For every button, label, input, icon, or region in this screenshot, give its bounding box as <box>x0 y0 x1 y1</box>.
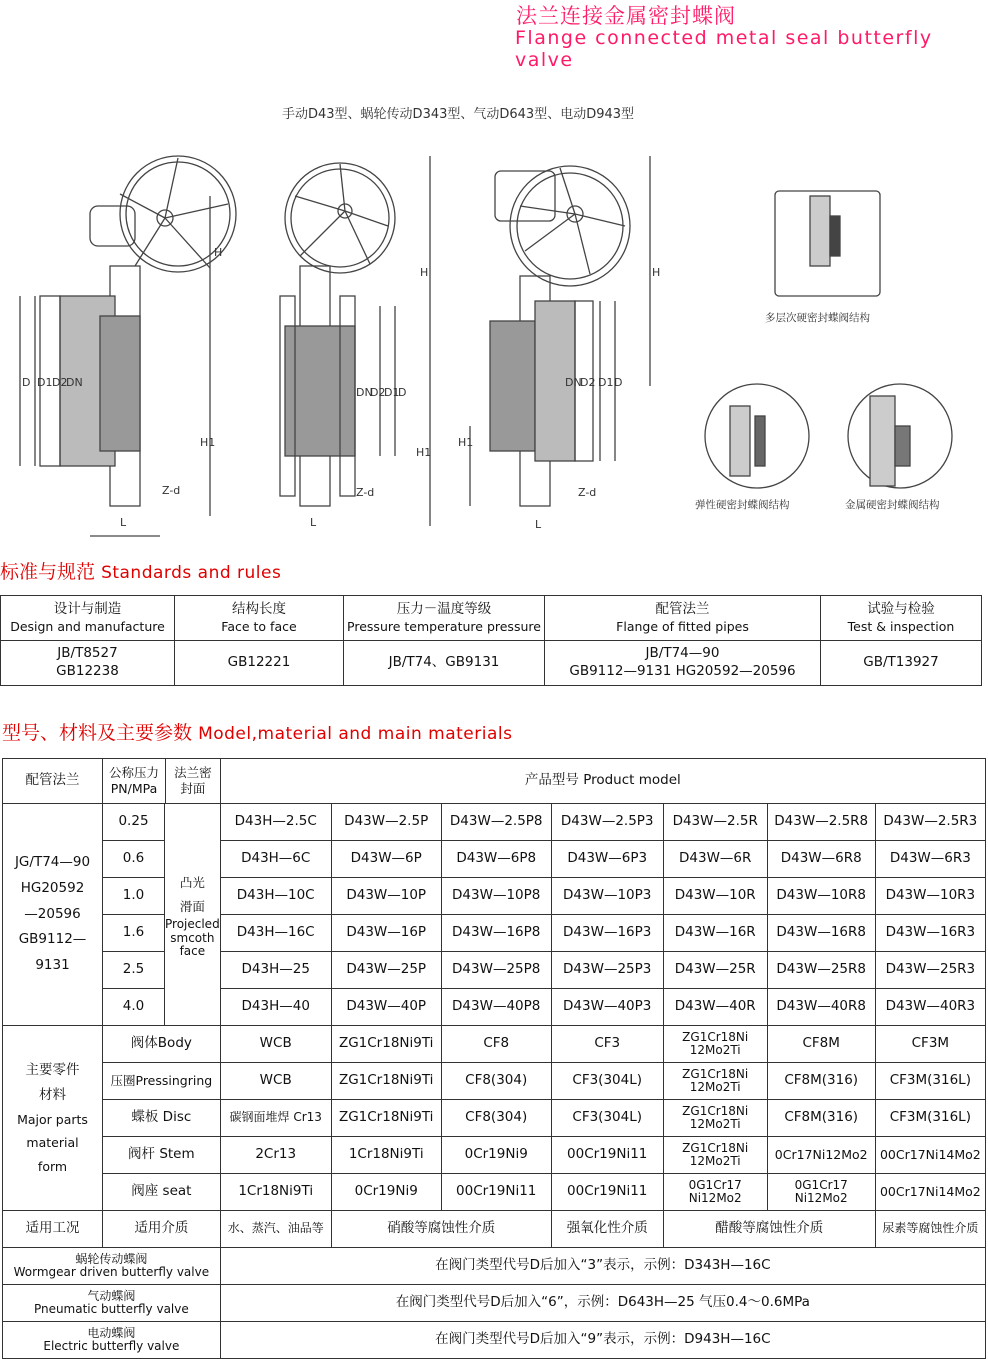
model-cell: D43W—16R <box>663 915 767 952</box>
material-cell: 00Cr17Ni14Mo2 <box>875 1137 985 1174</box>
seal-face-line: smcoth <box>170 930 215 945</box>
material-cell: ZG1Cr18Ni 12Mo2Ti <box>663 1100 767 1137</box>
detail-label-2: 弹性硬密封蝶阀结构 <box>695 499 790 511</box>
material-cell: ZG1Cr18Ni9Ti <box>331 1100 441 1137</box>
drive-name-en: Wormgear driven butterfly valve <box>13 1265 210 1279</box>
drive-name-en: Pneumatic butterfly valve <box>33 1302 189 1316</box>
col-header-en: Flange of fitted pipes <box>616 618 749 634</box>
pn-value: 0.6 <box>103 841 165 878</box>
part-name: 蝶板 Disc <box>103 1100 221 1137</box>
material-cell: 0G1Cr17 Ni12Mo2 <box>663 1174 767 1211</box>
model-heading-cn: 型号、材料及主要参数 <box>2 722 193 744</box>
head-flange: 配管法兰 <box>3 759 103 804</box>
dim-label: H1 <box>458 436 474 449</box>
model-cell: D43H—2.5C <box>220 804 331 841</box>
material-cell: 00Cr17Ni14Mo2 <box>875 1174 985 1211</box>
material-cell: 1Cr18Ni9Ti <box>220 1174 331 1211</box>
material-cell: CF3(304L) <box>551 1063 663 1100</box>
material-cell: 0Cr19Ni9 <box>331 1174 441 1211</box>
dim-label: Z-d <box>578 486 597 499</box>
valve-drawing <box>0 96 988 546</box>
dim-label: D2 <box>370 386 386 399</box>
part-name: 阀座 seat <box>103 1174 221 1211</box>
model-heading <box>2 718 512 745</box>
title-cn: 法兰连接金属密封蝶阀 <box>516 4 736 28</box>
dim-label: DN <box>356 386 373 399</box>
material-cell: CF8M(316) <box>767 1063 875 1100</box>
parts-head-line: form <box>37 1158 68 1174</box>
pn-value: 1.6 <box>103 915 165 952</box>
model-cell: D43H—6C <box>220 841 331 878</box>
service-cell: 尿素等腐蚀性介质 <box>875 1211 985 1248</box>
flange-std-line: 9131 <box>35 956 70 973</box>
model-cell: D43W—16P3 <box>551 915 663 952</box>
model-cell: D43W—40P3 <box>551 989 663 1026</box>
material-cell: ZG1Cr18Ni9Ti <box>331 1063 441 1100</box>
drive-row <box>3 1322 986 1359</box>
std-value: JB/T74、GB9131 <box>388 654 500 671</box>
model-cell: D43W—2.5P <box>331 804 441 841</box>
standards-heading-en: Standards and rules <box>101 563 282 583</box>
material-cell: 1Cr18Ni9Ti <box>331 1137 441 1174</box>
material-cell: CF3M(316L) <box>875 1100 985 1137</box>
material-row <box>3 1100 986 1137</box>
part-name: 阀杆 Stem <box>103 1137 221 1174</box>
dim-label: L <box>535 518 542 531</box>
model-cell: D43W—6P3 <box>551 841 663 878</box>
parts-head-line: 材料 <box>39 1087 66 1104</box>
material-row <box>3 1137 986 1174</box>
dim-label: H1 <box>200 436 216 449</box>
standards-heading-cn: 标准与规范 <box>0 561 96 583</box>
service-row <box>3 1211 986 1248</box>
dim-label: Z-d <box>356 486 375 499</box>
flange-std-line: HG20592 <box>20 880 85 897</box>
part-name: 压圈Pressingring <box>103 1063 221 1100</box>
model-row <box>3 952 986 989</box>
drive-row <box>3 1285 986 1322</box>
model-header-row <box>3 759 986 804</box>
dim-label: DN <box>66 376 83 389</box>
col-header-en: Test & inspection <box>847 618 955 634</box>
seal-face-line: Projecled <box>165 917 220 932</box>
flange-std-line: GB9112— <box>18 931 87 948</box>
material-cell: CF3M(316L) <box>875 1063 985 1100</box>
model-cell: D43W—25P <box>331 952 441 989</box>
title-en: Flange connected metal seal butterfly valve <box>515 27 933 71</box>
service-cell: 水、蒸汽、油品等 <box>220 1211 331 1248</box>
material-cell: 碳钢面堆焊 Cr13 <box>220 1100 331 1137</box>
material-cell: CF8M <box>767 1026 875 1063</box>
head-seal: 法兰密 <box>174 764 212 780</box>
material-cell: 0G1Cr17 Ni12Mo2 <box>767 1174 875 1211</box>
service-label: 适用工况 <box>3 1211 103 1248</box>
std-value: GB12221 <box>227 654 291 671</box>
material-cell: CF8(304) <box>441 1063 551 1100</box>
dim-label: D2 <box>580 376 596 389</box>
model-cell: D43W—10P8 <box>441 878 551 915</box>
material-cell: ZG1Cr18Ni9Ti <box>331 1026 441 1063</box>
std-value: GB9112—9131 HG20592—20596 <box>569 663 796 679</box>
detail-label-1: 多层次硬密封蝶阀结构 <box>765 312 870 324</box>
col-header-cn: 配管法兰 <box>655 601 710 618</box>
model-cell: D43W—6R8 <box>767 841 875 878</box>
model-cell: D43W—2.5R <box>663 804 767 841</box>
std-value: GB12238 <box>56 663 119 679</box>
material-cell: ZG1Cr18Ni 12Mo2Ti <box>663 1026 767 1063</box>
model-cell: D43W—40R <box>663 989 767 1026</box>
dim-label: D2 <box>52 376 68 389</box>
model-cell: D43W—10R3 <box>875 878 985 915</box>
std-value: JB/T8527 <box>57 645 118 662</box>
model-cell: D43W—25P3 <box>551 952 663 989</box>
material-cell: 00Cr19Ni11 <box>551 1137 663 1174</box>
dim-label: D1 <box>37 376 53 389</box>
model-cell: D43H—25 <box>220 952 331 989</box>
model-cell: D43W—2.5P8 <box>441 804 551 841</box>
model-row <box>3 841 986 878</box>
material-cell: 0Cr19Ni9 <box>441 1137 551 1174</box>
model-cell: D43W—16R8 <box>767 915 875 952</box>
material-cell: CF8 <box>441 1026 551 1063</box>
model-cell: D43W—25R <box>663 952 767 989</box>
model-row <box>3 804 986 841</box>
service-cell: 醋酸等腐蚀性介质 <box>663 1211 875 1248</box>
pn-value: 1.0 <box>103 878 165 915</box>
dim-label: D <box>398 386 407 399</box>
parts-head-line: 主要零件 <box>25 1062 80 1079</box>
standards-heading <box>0 557 281 584</box>
col-header-en: Pressure temperature pressure <box>347 618 541 634</box>
model-heading-en: Model,material and main materials <box>198 724 513 744</box>
material-cell: CF3 <box>551 1026 663 1063</box>
material-cell: 0Cr17Ni12Mo2 <box>767 1137 875 1174</box>
head-seal-2: 封面 <box>180 781 206 796</box>
col-header-en: Face to face <box>221 618 297 634</box>
parts-head-line: material <box>26 1135 79 1151</box>
part-name: 阀体Body <box>103 1026 221 1063</box>
std-value: GB/T13927 <box>863 654 939 671</box>
std-value: JB/T74—90 <box>645 645 720 662</box>
seal-face-line: 凸光 <box>179 874 205 890</box>
model-cell: D43W—2.5R3 <box>875 804 985 841</box>
material-row <box>3 1174 986 1211</box>
seal-face-line: 滑面 <box>179 898 205 914</box>
model-cell: D43W—16R3 <box>875 915 985 952</box>
service-medium: 适用介质 <box>103 1211 221 1248</box>
material-row <box>3 1063 986 1100</box>
col-header-cn: 设计与制造 <box>53 601 122 618</box>
material-cell: CF3M <box>875 1026 985 1063</box>
service-cell: 硝酸等腐蚀性介质 <box>331 1211 551 1248</box>
model-cell: D43W—25R8 <box>767 952 875 989</box>
dim-label: H1 <box>416 446 432 459</box>
col-header-en: Design and manufacture <box>10 618 165 634</box>
pn-value: 2.5 <box>103 952 165 989</box>
model-cell: D43W—6P8 <box>441 841 551 878</box>
model-cell: D43H—16C <box>220 915 331 952</box>
flange-std-line: JG/T74—90 <box>14 854 91 871</box>
material-cell: ZG1Cr18Ni 12Mo2Ti <box>663 1137 767 1174</box>
dim-label: H <box>420 266 429 279</box>
head-pn: 公称压力 <box>108 764 159 780</box>
col-header-cn: 压力－温度等级 <box>396 601 492 618</box>
model-cell: D43W—10P <box>331 878 441 915</box>
material-cell: CF3(304L) <box>551 1100 663 1137</box>
model-cell: D43W—40R8 <box>767 989 875 1026</box>
material-cell: 2Cr13 <box>220 1137 331 1174</box>
model-cell: D43H—10C <box>220 878 331 915</box>
drawing-caption: 手动D43型、蜗轮传动D343型、气动D643型、电动D943型 <box>282 107 635 122</box>
dim-label: Z-d <box>162 484 181 497</box>
drive-note: 在阀门类型代号D后加入“6”，示例：D643H—25 气压0.4～0.6MPa <box>220 1285 985 1322</box>
drive-row <box>3 1248 986 1285</box>
dim-label: D <box>614 376 623 389</box>
dim-label: H <box>214 246 223 259</box>
dim-label: L <box>310 516 317 529</box>
dim-label: D1 <box>598 376 614 389</box>
model-cell: D43W—10R <box>663 878 767 915</box>
seal-face-line: face <box>179 943 206 958</box>
model-cell: D43W—6R <box>663 841 767 878</box>
model-row <box>3 989 986 1026</box>
model-cell: D43W—40P <box>331 989 441 1026</box>
model-cell: D43W—2.5R8 <box>767 804 875 841</box>
drive-name-cn: 气动蝶阀 <box>87 1288 136 1303</box>
model-cell: D43W—16P <box>331 915 441 952</box>
model-cell: D43W—6R3 <box>875 841 985 878</box>
col-header-cn: 结构长度 <box>232 601 286 618</box>
model-cell: D43W—16P8 <box>441 915 551 952</box>
drive-name-cn: 蜗轮传动蝶阀 <box>75 1251 148 1266</box>
material-cell: CF8(304) <box>441 1100 551 1137</box>
model-cell: D43W—25P8 <box>441 952 551 989</box>
detail-label-3: 金属硬密封蝶阀结构 <box>845 499 940 511</box>
drive-note: 在阀门类型代号D后加入“3”表示，示例：D343H—16C <box>220 1248 985 1285</box>
dim-label: H <box>652 266 661 279</box>
material-cell: 00Cr19Ni11 <box>551 1174 663 1211</box>
material-cell: ZG1Cr18Ni 12Mo2Ti <box>663 1063 767 1100</box>
dim-label: DN <box>565 376 582 389</box>
service-cell: 强氧化性介质 <box>551 1211 663 1248</box>
material-cell: CF8M(316) <box>767 1100 875 1137</box>
dim-label: D1 <box>384 386 400 399</box>
model-cell: D43W—6P <box>331 841 441 878</box>
drive-name-en: Electric butterfly valve <box>43 1339 180 1353</box>
head-pn-unit: PN/MPa <box>110 781 158 796</box>
model-cell: D43W—2.5P3 <box>551 804 663 841</box>
drive-name-cn: 电动蝶阀 <box>87 1325 136 1340</box>
model-row <box>3 915 986 952</box>
model-cell: D43W—40R3 <box>875 989 985 1026</box>
parts-head-line: Major parts <box>17 1112 88 1128</box>
material-cell: WCB <box>220 1063 331 1100</box>
model-cell: D43H—40 <box>220 989 331 1026</box>
model-cell: D43W—25R3 <box>875 952 985 989</box>
col-header-cn: 试验与检验 <box>867 601 935 618</box>
flange-std-line: —20596 <box>24 905 81 922</box>
model-table <box>2 758 986 1359</box>
material-row <box>3 1026 986 1063</box>
standards-header-row <box>1 596 982 641</box>
model-cell: D43W—10R8 <box>767 878 875 915</box>
head-product: 产品型号 Product model <box>220 759 985 804</box>
material-cell: WCB <box>220 1026 331 1063</box>
pn-value: 4.0 <box>103 989 165 1026</box>
model-cell: D43W—10P3 <box>551 878 663 915</box>
material-cell: 00Cr19Ni11 <box>441 1174 551 1211</box>
model-row <box>3 878 986 915</box>
drive-note: 在阀门类型代号D后加入“9”表示，示例：D943H—16C <box>220 1322 985 1359</box>
pn-value: 0.25 <box>103 804 165 841</box>
standards-table <box>0 595 982 686</box>
dim-label: D <box>22 376 31 389</box>
standards-values-row <box>1 641 982 686</box>
model-cell: D43W—40P8 <box>441 989 551 1026</box>
dim-label: L <box>120 516 127 529</box>
